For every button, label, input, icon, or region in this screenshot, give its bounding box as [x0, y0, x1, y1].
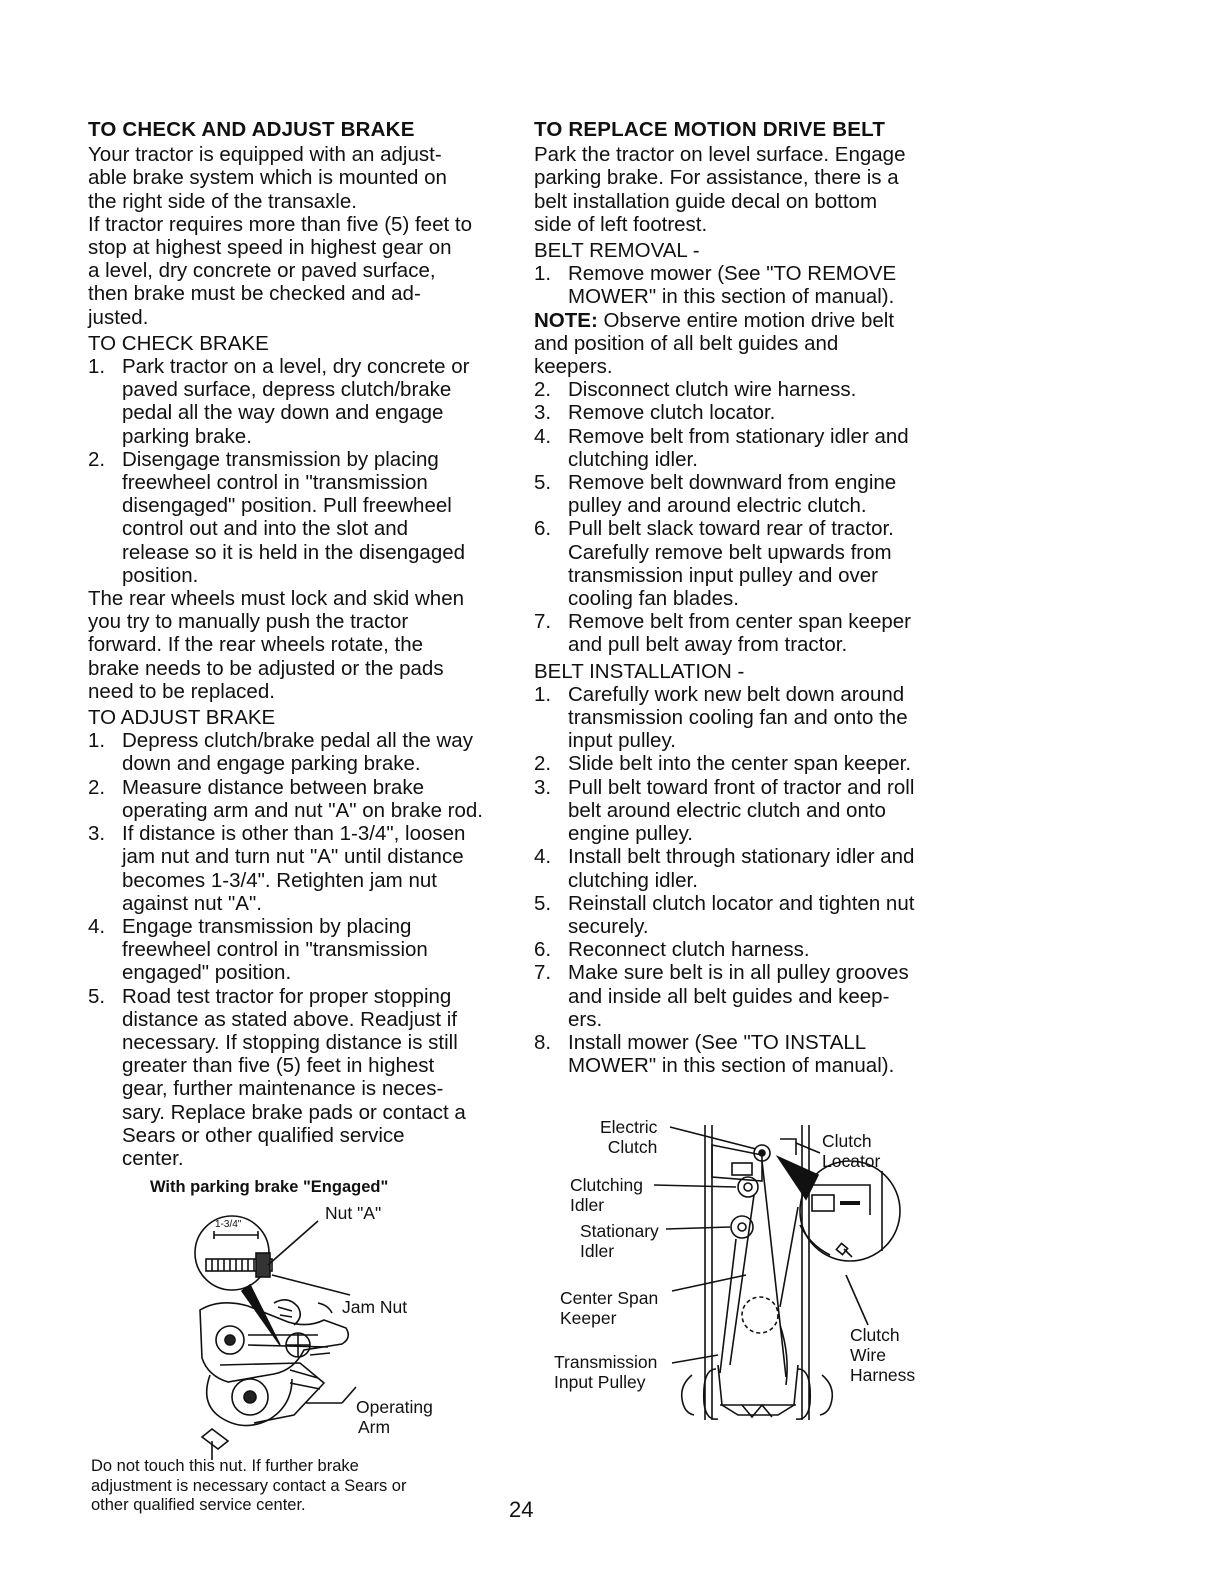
brake-figure-caption: With parking brake "Engaged" — [150, 1178, 389, 1197]
intro-line: If tractor requires more than five (5) feet to — [88, 212, 472, 236]
step-line: Carefully remove belt upwards from — [568, 540, 892, 564]
list-item — [88, 985, 513, 1171]
result-line: forward. If the rear wheels rotate, the — [88, 633, 423, 657]
list-item — [534, 517, 954, 610]
step-line: Pull belt toward front of tractor and roll — [568, 775, 915, 799]
step-line: input pulley. — [568, 729, 676, 753]
step-line: transmission cooling fan and onto the — [568, 706, 908, 730]
belt-note — [534, 309, 954, 379]
belt-installation-heading: BELT INSTALLATION - — [534, 659, 745, 683]
label-line: Idler — [580, 1241, 615, 1261]
list-item — [88, 355, 513, 448]
result-line: The rear wheels must lock and skid when — [88, 587, 465, 611]
intro-line: parking brake. For assistance, there is a — [534, 166, 899, 190]
step-line: down and engage parking brake. — [122, 752, 421, 776]
step-line: cooling fan blades. — [568, 587, 739, 611]
step-line: Carefully work new belt down around — [568, 682, 905, 706]
electric-clutch-label — [600, 1117, 657, 1157]
step-line: securely. — [568, 914, 649, 938]
intro-line: then brake must be checked and ad- — [88, 282, 421, 306]
step-line: engaged" position. — [122, 961, 292, 985]
step-line: Pull belt slack toward rear of tractor. — [568, 517, 894, 541]
result-line: need to be replaced. — [88, 679, 275, 703]
list-item — [534, 1031, 954, 1077]
step-line: Remove belt from center span keeper — [568, 610, 911, 634]
label-line: Clutching — [570, 1175, 643, 1195]
label-line: Center Span — [560, 1288, 659, 1308]
step-number: 6. — [534, 938, 552, 962]
label-line: Clutch — [607, 1137, 658, 1157]
label-line: Stationary — [580, 1221, 659, 1241]
list-item — [534, 683, 954, 753]
intro-line: able brake system which is mounted on — [88, 166, 447, 190]
label-line: Idler — [570, 1195, 605, 1215]
step-line: Park tractor on a level, dry concrete or — [122, 355, 470, 379]
list-item — [88, 915, 513, 985]
step-line: center. — [122, 1146, 184, 1170]
step-line: MOWER" in this section of manual). — [568, 1054, 895, 1078]
list-item — [534, 262, 954, 308]
jam-nut-label: Jam Nut — [342, 1297, 408, 1317]
operating-arm-label — [356, 1397, 433, 1437]
label-line: Input Pulley — [554, 1372, 646, 1392]
belt-installation-steps — [534, 683, 954, 1077]
step-line: MOWER" in this section of manual). — [568, 285, 895, 309]
step-line: greater than five (5) feet in highest — [122, 1054, 435, 1078]
step-line: Install mower (See "TO INSTALL — [568, 1030, 867, 1054]
adjust-brake-heading: TO ADJUST BRAKE — [88, 706, 276, 730]
step-number: 7. — [534, 610, 552, 634]
belt-section-title: TO REPLACE MOTION DRIVE BELT — [534, 118, 886, 141]
step-line: jam nut and turn nut "A" until distance — [122, 845, 464, 869]
belt-drive-illustration — [550, 1115, 950, 1445]
step-line: Remove clutch locator. — [568, 401, 776, 425]
step-line: If distance is other than 1-3/4", loosen — [122, 822, 466, 846]
step-line: Remove belt from stationary idler and — [568, 424, 909, 448]
intro-line: Park the tractor on level surface. Engage — [534, 143, 906, 167]
belt-intro — [534, 143, 954, 236]
intro-line: the right side of the transaxle. — [88, 189, 357, 213]
list-item — [534, 845, 954, 891]
step-line: freewheel control in "transmission — [122, 938, 428, 962]
step-line: Make sure belt is in all pulley grooves — [568, 961, 909, 985]
step-number: 1. — [88, 729, 106, 753]
step-line: necessary. If stopping distance is still — [122, 1030, 458, 1054]
step-line: Engage transmission by placing — [122, 914, 412, 938]
label-line: Wire — [850, 1345, 886, 1365]
right-column — [534, 118, 954, 1077]
measure-label: 1-3/4" — [215, 1219, 242, 1230]
list-item — [88, 776, 513, 822]
list-item — [534, 938, 954, 961]
step-line: freewheel control in "transmission — [122, 471, 428, 495]
label-line: Keeper — [560, 1308, 617, 1328]
step-number: 5. — [534, 891, 552, 915]
clutch-locator-label — [822, 1131, 880, 1171]
step-line: Slide belt into the center span keeper. — [568, 752, 912, 776]
list-item — [534, 610, 954, 656]
clutch-wire-harness-label — [850, 1325, 915, 1385]
step-line: Depress clutch/brake pedal all the way — [122, 729, 473, 753]
step-line: Reconnect clutch harness. — [568, 938, 810, 962]
intro-line: belt installation guide decal on bottom — [534, 189, 878, 213]
note-line: other qualified service center. — [91, 1496, 306, 1514]
step-number: 8. — [534, 1030, 552, 1054]
list-item — [88, 448, 513, 587]
step-number: 6. — [534, 517, 552, 541]
step-line: release so it is held in the disengaged — [122, 540, 466, 564]
step-line: paved surface, depress clutch/brake — [122, 378, 452, 402]
list-item — [88, 729, 513, 775]
intro-line: Your tractor is equipped with an adjust- — [88, 143, 442, 167]
list-item — [534, 892, 954, 938]
step-line: becomes 1-3/4". Retighten jam nut — [122, 868, 437, 892]
step-number: 3. — [534, 775, 552, 799]
step-line: parking brake. — [122, 424, 252, 448]
brake-assembly-illustration — [190, 1205, 490, 1460]
step-line: clutching idler. — [568, 868, 698, 892]
step-line: Remove belt downward from engine — [568, 471, 897, 495]
step-line: Remove mower (See "TO REMOVE — [568, 262, 897, 286]
step-line: ers. — [568, 1007, 603, 1031]
nut-a-label: Nut "A" — [325, 1203, 382, 1223]
list-item — [88, 822, 513, 915]
list-item — [534, 401, 954, 424]
step-number: 2. — [534, 378, 552, 402]
list-item — [534, 776, 954, 846]
step-line: pedal all the way down and engage — [122, 401, 444, 425]
step-line: against nut "A". — [122, 891, 262, 915]
step-line: clutching idler. — [568, 447, 698, 471]
step-line: Sears or other qualified service — [122, 1123, 405, 1147]
label-line: Clutch — [850, 1325, 900, 1345]
step-line: disengaged" position. Pull freewheel — [122, 494, 452, 518]
step-number: 4. — [88, 914, 106, 938]
page-number: 24 — [509, 1497, 534, 1522]
step-number: 7. — [534, 961, 552, 985]
clutching-idler-label — [570, 1175, 643, 1215]
step-number: 3. — [88, 822, 106, 846]
label-line: Harness — [850, 1365, 916, 1385]
step-number: 1. — [534, 682, 552, 706]
step-line: belt around electric clutch and onto — [568, 798, 886, 822]
step-line: distance as stated above. Readjust if — [122, 1007, 458, 1031]
step-line: Install belt through stationary idler and — [568, 845, 915, 869]
step-line: sary. Replace brake pads or contact a — [122, 1100, 466, 1124]
intro-line: a level, dry concrete or paved surface, — [88, 259, 436, 283]
step-line: and pull belt away from tractor. — [568, 633, 848, 657]
belt-removal-step-1 — [534, 262, 954, 308]
belt-removal-steps — [534, 378, 954, 656]
check-brake-heading: TO CHECK BRAKE — [88, 331, 269, 355]
list-item — [534, 378, 954, 401]
step-line: transmission input pulley and over — [568, 563, 878, 587]
check-result — [88, 587, 513, 703]
step-line: control out and into the slot and — [122, 517, 409, 541]
result-line: you try to manually push the tractor — [88, 610, 409, 634]
transmission-input-pulley-label — [554, 1352, 657, 1392]
step-number: 5. — [88, 984, 106, 1008]
note-line: keepers. — [534, 355, 613, 379]
step-line: Measure distance between brake — [122, 775, 424, 799]
brake-section-title: TO CHECK AND ADJUST BRAKE — [88, 118, 415, 141]
step-line: gear, further maintenance is neces- — [122, 1077, 444, 1101]
step-number: 2. — [88, 447, 106, 471]
check-brake-steps — [88, 355, 513, 587]
step-line: Disengage transmission by placing — [122, 447, 439, 471]
step-line: operating arm and nut "A" on brake rod. — [122, 798, 483, 822]
step-line: and inside all belt guides and keep- — [568, 984, 890, 1008]
list-item — [534, 752, 954, 775]
intro-line: justed. — [88, 305, 149, 329]
brake-figure — [190, 1205, 490, 1460]
step-line: engine pulley. — [568, 822, 693, 846]
result-line: brake needs to be adjusted or the pads — [88, 656, 444, 680]
step-number: 5. — [534, 471, 552, 495]
brake-intro — [88, 143, 513, 329]
list-item — [534, 471, 954, 517]
label-line: Transmission — [554, 1352, 658, 1372]
step-number: 4. — [534, 424, 552, 448]
step-number: 3. — [534, 401, 552, 425]
label-line: Locator — [822, 1151, 881, 1171]
adjust-brake-steps — [88, 729, 513, 1170]
step-line: pulley and around electric clutch. — [568, 494, 867, 518]
belt-removal-heading: BELT REMOVAL - — [534, 239, 700, 263]
note-label: NOTE: — [534, 308, 598, 332]
step-number: 1. — [534, 262, 552, 286]
step-number: 2. — [88, 775, 106, 799]
step-line: Reinstall clutch locator and tighten nut — [568, 891, 915, 915]
brake-note — [91, 1457, 511, 1516]
stationary-idler-label — [580, 1221, 659, 1261]
step-line: Road test tractor for proper stopping — [122, 984, 452, 1008]
step-number: 2. — [534, 752, 552, 776]
note-line: Do not touch this nut. If further brake — [91, 1457, 359, 1475]
belt-figure — [550, 1115, 950, 1445]
step-number: 1. — [88, 355, 106, 379]
step-number: 4. — [534, 845, 552, 869]
intro-line: stop at highest speed in highest gear on — [88, 236, 452, 260]
list-item — [534, 961, 954, 1031]
note-line: adjustment is necessary contact a Sears or — [91, 1476, 407, 1495]
list-item — [534, 425, 954, 471]
note-line: Observe entire motion drive belt — [597, 308, 895, 332]
label-line: Arm — [358, 1417, 391, 1437]
intro-line: side of left footrest. — [534, 212, 708, 236]
label-line: Operating — [356, 1397, 433, 1417]
step-line: position. — [122, 563, 199, 587]
label-line: Electric — [600, 1117, 658, 1137]
step-line: Disconnect clutch wire harness. — [568, 378, 857, 402]
left-column — [88, 118, 513, 1199]
note-line: and position of all belt guides and — [534, 331, 839, 355]
center-span-keeper-label — [560, 1288, 658, 1328]
label-line: Clutch — [822, 1131, 872, 1151]
